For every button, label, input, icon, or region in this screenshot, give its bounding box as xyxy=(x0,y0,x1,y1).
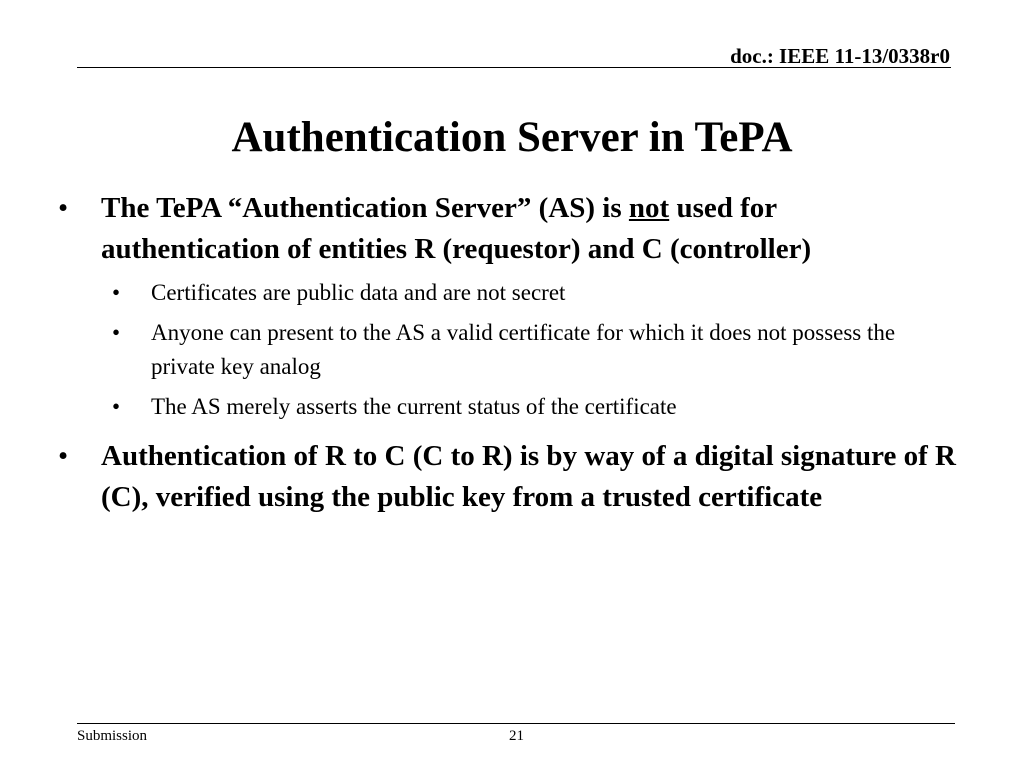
sub-bullet-marker: • xyxy=(112,394,121,419)
bullet-marker: • xyxy=(58,192,69,224)
bullet-item xyxy=(58,188,958,270)
footer-divider xyxy=(77,723,955,724)
sub-bullet-text: Certificates are public data and are not secret xyxy=(151,280,566,305)
bullet-text: The TePA “Authentication Server” (AS) is xyxy=(101,192,629,224)
sub-bullet-text: The AS merely asserts the current status of the certificate xyxy=(151,394,677,419)
sub-bullet-item xyxy=(58,316,958,384)
bullet-marker: • xyxy=(58,440,69,472)
footer-label: Submission xyxy=(77,728,148,744)
bullet-text: used for authentication of entities R (requestor) and C (controller) xyxy=(101,192,812,265)
sub-bullet-item xyxy=(58,276,958,310)
bullet-item xyxy=(58,436,958,518)
sub-bullet-item xyxy=(58,390,958,424)
bullet-emphasis: not xyxy=(628,192,670,224)
slide-title: Authentication Server in TePA xyxy=(231,114,793,161)
sub-bullet-text: Anyone can present to the AS a valid certificate for which it does not possess the private key analog xyxy=(151,320,896,379)
slide-body xyxy=(58,188,958,518)
document-id: doc.: IEEE 11-13/0338r0 xyxy=(730,44,950,68)
sub-bullet-marker: • xyxy=(112,320,121,345)
header-divider xyxy=(77,67,951,68)
bullet-text: Authentication of R to C (C to R) is by way of a digital signature of R (C), verified using the public key from a trusted certificate xyxy=(101,440,956,513)
page-number: 21 xyxy=(509,728,524,744)
sub-bullet-marker: • xyxy=(112,280,121,305)
